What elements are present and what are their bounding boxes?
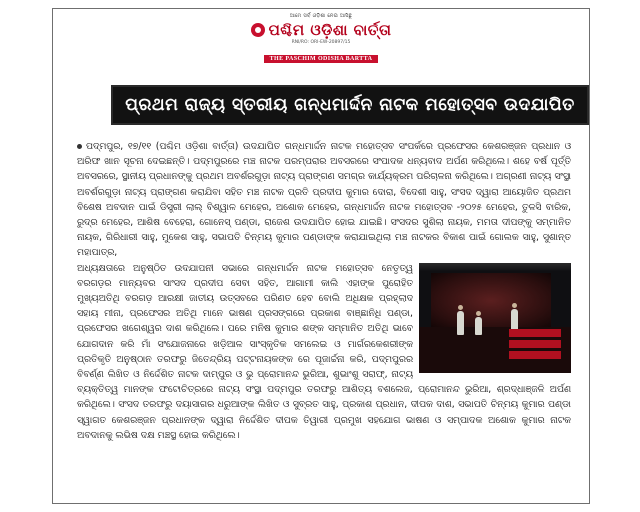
article-paragraph <box>77 139 571 261</box>
actor-figure <box>457 311 464 335</box>
actor-figure <box>475 317 482 335</box>
paragraph-1-text: ପଦ୍ମପୁର, ୧୭/୧୧ (ପଶ୍ଚିମ ଓଡ଼ିଶା ବାର୍ତ୍ତା) ଉଦଯାପିତ ଗନ୍ଧମାର୍ଦ୍ଦନ ନାଟକ ମହୋତ୍ସବ ସଂପର୍କରେ ପ୍ରଫେସର କେଶରଞ୍ଜନ ପ୍ରଧାନ ଓ ଅରିଫ ଖାନ ସୂଚନା ଦେଇଛନ୍ତି। ପଦ୍ମପୁରରେ ମଞ୍ଚ ନାଟକ ପରମ୍ପରାର ଅବସରରେ ସଂପାଦକ ଧନ୍ୟବାଦ ଅର୍ପଣ କରିଥିଲେ। ଶହେ ବର୍ଷ ପୂର୍ତ୍ତି ଅବସରରେ, ସ୍ଥାନୀୟ ପ୍ରଧାନଙ୍କୁ ପ୍ରଥମ ଅବର୍ଶରଗୁଡ଼ା ନାଟ୍ୟ ପ୍ରାଙ୍ଗଣ ସମଗ୍ର କାର୍ଯ୍ୟକ୍ରମ ପରିଚାଳନା କରିଥିଲେ। ଅଗ୍ରଣୀ ନାଟ୍ୟ ସଂସ୍ଥା ଅବର୍ଶରଗୁଡ଼ା ନାଟ୍ୟ ପ୍ରାଙ୍ଗଣ କରାଯିବା ସହିତ ମଞ୍ଚ ନାଟକ ପ୍ରତି ପ୍ରଦୀପ କୁମାର ଦୋରା, ବିଦେଶୀ ସାହୁ, ସଂସଦ ଦ୍ୱାରା ଆୟୋଜିତ ପ୍ରଥମ ବିଶେଷ ଅବଦାନ ପାଇଁ ଡିସ୍ତ୍ରୀ ଲାଲ୍ ବିଶ୍ୱାଳ ମେହେର, ଅଶୋକ ମେହେର, ଗନ୍ଧମାର୍ଦ୍ଦନ ନାଟକ ମହୋତ୍ସବ -୨୦୨୫ ମେହେର, ତୁଳସି ବାରିକ, ରୁଦ୍ର ମେହେର, ଆଶିଷ ବେହେରା, ଗୋନେସ୍ ପଣ୍ଡା, ରାଜେଶ ଉଦଯାପିତ ହୋଇ ଯାଇଛି। ସଂସଦର ସୁଶିଲା ନାୟକ, ମମତା ଦୀପଙ୍କୁ ସମ୍ମାନିତ ନାୟକ, ଗିରିଧାରୀ ସାହୁ, ମୁକେଶ ସାହୁ, ସଭାପତି ଚିନ୍ମୟ କୁମାର ପଣ୍ଡାଙ୍କ କରାଯାଇଥିଲା ମଞ୍ଚ ନାଟକର ବିକାଶ ପାଇଁ ଗୋଲକ ସାହୁ, ସୁଶାନ୍ତ ମହାପାତ୍ର, <box>77 141 571 259</box>
article-headline <box>111 85 589 125</box>
masthead-tagline: ଆମେ ସର୍ବ ଓଡ଼ିଶା ନେଇ ଆସିଛୁ <box>289 13 353 19</box>
masthead-logo-row <box>53 21 589 39</box>
event-photo <box>419 263 571 373</box>
bullet-icon <box>77 144 82 149</box>
newspaper-english-name: THE PASCHIM ODISHA BARTTA <box>264 55 379 63</box>
registration-number: RNI/RO: ORI-EW-20897/15 <box>291 40 351 45</box>
newspaper-clipping <box>52 8 590 504</box>
stage-backdrop <box>431 273 551 328</box>
headline-text: ପ୍ରଥମ ରାଜ୍ୟ ସ୍ତରୀୟ ଗନ୍ଧମାର୍ଦ୍ଦନ ନାଟକ ମହୋତ୍ସବ ଉଦଯାପିତ <box>125 95 575 115</box>
newspaper-title: ପଶ୍ଚିମ ଓଡ଼ିଶା ବାର୍ତ୍ତା <box>268 21 392 39</box>
stage-lights <box>419 263 571 271</box>
newspaper-logo-icon <box>251 23 265 37</box>
masthead <box>53 13 589 64</box>
article-body <box>77 139 571 443</box>
paragraph-2-text: ଅଧ୍ୟକ୍ଷତାରେ ଅନୁଷ୍ଠିତ ଉଦଯାପନୀ ସଭାରେ ଗନ୍ଧମାର୍ଦ୍ଦନ ନାଟକ ମହୋତ୍ସବ ନେତୃତ୍ୱ ବରଗଡ଼ର ମାନ୍ୟବର ସାଂସଦ ପ୍ରଦୀପ ସେବା ସହିତ, ଆଗାମୀ କାଲି ଏହାଙ୍କ ପୁରୋହିତ ମୁଖ୍ୟଅତିଥି ବରଗଡ଼ ଆରକ୍ଷୀ ଜାତୀୟ ଉତ୍ସବରେ ପରିଣତ ହେବ ବୋଲି ଅଧିକ୍ଷକ ପ୍ରହ୍ଲାଦ ସହାୟ ମୀନା, ପ୍ରଫେସର ଅତିଥି ମାନେ ଭାଷଣ ପ୍ରସଙ୍ଗରେ ପ୍ରକାଶ ବାଞ୍ଛାନିଧି ପଣ୍ଡା, ପ୍ରଫେସର ଖଗେଶ୍ୱର ଦାଶ କରିଥିଲେ। ପରେ ମନିଷ କୁମାର ଶଙ୍କ ସମ୍ମାନିତ ଅତିଥି ଭାବେ ଯୋଗଦାନ କରି ମାଁ ସଂଯୋଜନାରେ ଖଡ଼ିଆଳ ସାଂସ୍କୃତିକ ସମଲେଇ ଓ ମାର୍ଗରକେଶରୀଙ୍କ ପ୍ରତିକୃତି ଅନୁଷ୍ଠାନ ତରଫରୁ ଜିତେନ୍ଦ୍ରିୟ ପଟ୍ଟନାୟକଙ୍କ ରେ ପୂଜାର୍ଚ୍ଚନା କରି, ପଦ୍ମପୁରର ବିବର୍ଣ୍ଣ ଲିଖିତ ଓ ନିର୍ଦ୍ଦେଶିତ ନାଟକ ଦାମ୍ପୁର ଓ ଭୁ ପ୍ରୋମାନନ୍ଦ ଭୁରିଆ, ଶୁଭାଂଶୁ ସରାଫ୍, ନାଟ୍ୟ ବ୍ୟକ୍ତିତ୍ୱ ମାନଙ୍କ ଫଟୋଚିତ୍ରରେ ନାଟ୍ୟ ସଂସ୍ଥା ପଦ୍ମପୁର ତରଫରୁ ଆଶିତ୍ୟ ବଶଲେଜ, ପ୍ରୋମାନନ୍ଦ ଭୁରିଆ, ଶ୍ରଦ୍ଧାଞ୍ଜଳି ଅର୍ପଣ କରିଥିଲେ। ସଂସଦ ତରଫରୁ ଦୟାସାଗର ଧରୁଆଙ୍କ ଲିଖିତ ଓ ସୁବ୍ରତ ସାହୁ, ପ୍ରକାଶ ପ୍ରଧାନ, ଦୀପକ ଦାଶ, ସଭାପତି ଚିନ୍ମୟ କୁମାର ପଣ୍ଡା ସ୍ୱାଗତ କେଶରଞ୍ଜନ ପ୍ରଧାନଙ୍କ ଦ୍ୱାରା ନିର୍ଦ୍ଦେଶିତ ଦୀପକ ତିୱାରୀ ପ୍ରମୁଖ ସହଯୋଗ ଭାଷଣ ଓ ସମ୍ପାଦକ ଅଶୋକ କୁମାର ନାଟକ ଅବଦାନକୁ ଲଭିଷ ଦକ୍ଷ ମଞ୍ଚସ୍ଥ ହୋଇ କରିଥିଲେ। <box>77 262 571 441</box>
stage-steps <box>509 329 561 369</box>
